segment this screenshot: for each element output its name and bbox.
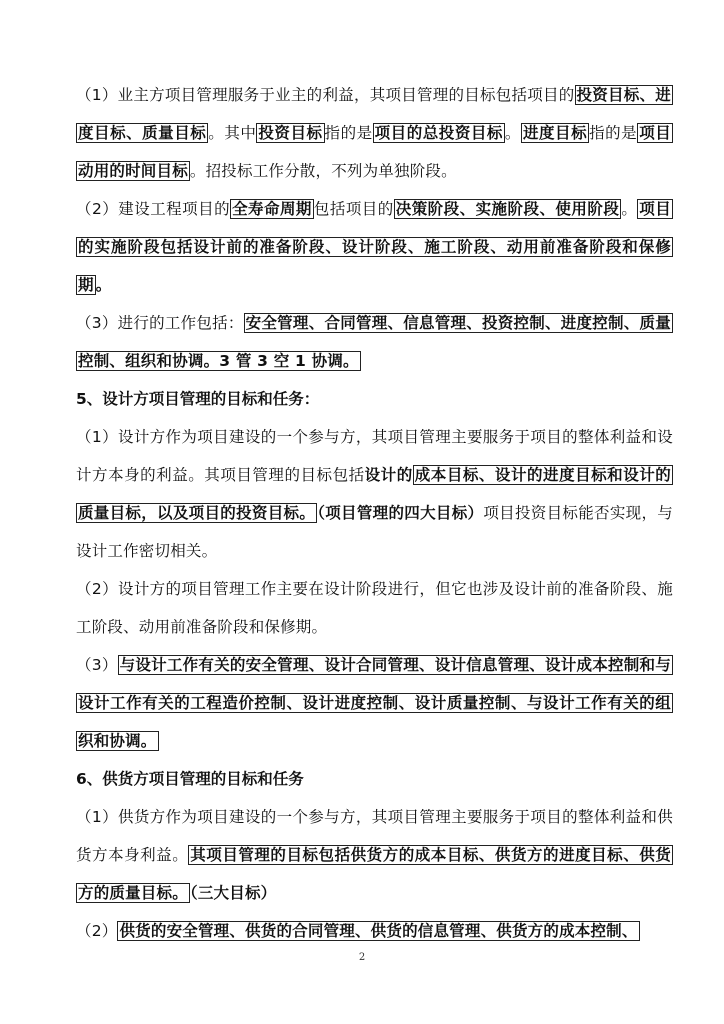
text: 。其中 <box>208 124 257 142</box>
highlight-box: 项目动用的时间目标 <box>78 124 671 180</box>
document-body <box>76 76 673 950</box>
paragraph-design-phases: （2）设计方的项目管理工作主要在设计阶段进行，但它也涉及设计前的准备阶段、施工阶段、动用前准备阶段和保修期。 <box>76 580 673 636</box>
paragraph-lifecycle <box>76 190 673 304</box>
text: （2） <box>76 922 118 940</box>
section-heading-6: 6、供货方项目管理的目标和任务 <box>76 770 304 788</box>
paragraph-work-items <box>76 304 673 380</box>
text: （1）供货方作为项目建设的一个参与方，其项目管理主要服务于项目的整体利益和供货方本身利益。 <box>76 808 673 864</box>
text: （项目管理的四大目标） <box>317 504 484 522</box>
text: （1）设计方作为项目建设的一个参与方，其项目管理主要服务于项目的整体利益和设计方本身的利益。其项目管理的目标包括 <box>76 428 673 484</box>
highlight-box: 项目的总投资目标 <box>374 124 503 142</box>
highlight-box: 项目的实施阶段包括设计前的准备阶段、设计阶段、施工阶段、动用前准备阶段和保修期 <box>78 200 671 294</box>
text: （3） <box>76 656 118 674</box>
text: 指的是 <box>589 124 638 142</box>
highlight-box: 其项目管理的目标包括供货方的成本目标、供货方的进度目标、供货方的质量目标。 <box>78 846 671 902</box>
paragraph-design-tasks <box>76 646 673 760</box>
text: 。招投标工作分散，不列为单独阶段。 <box>189 162 457 180</box>
text: （2）建设工程项目的 <box>76 200 231 218</box>
text: （1）业主方项目管理服务于业主的利益，其项目管理的目标包括项目的 <box>76 86 575 104</box>
paragraph-design-goals <box>76 418 673 570</box>
text: 项目投资目标能否实现，与设计工作密切相关。 <box>76 504 674 560</box>
highlight-box: 与设计工作有关的安全管理、设计合同管理、设计信息管理、设计成本控制和与设计工作有关的工程造价控制、设计进度控制、设计质量控制、与设计工作有关的组织和协调。 <box>78 656 671 750</box>
paragraph-supplier-goals <box>76 798 673 912</box>
highlight-box: 进度目标 <box>522 124 588 142</box>
highlight-box: 投资目标 <box>258 124 323 142</box>
page-number: 2 <box>358 952 366 963</box>
highlight-box: 成本目标、设计的进度目标和设计的质量目标，以及项目的投资目标。 <box>78 466 671 522</box>
highlight-box: 全寿命周期 <box>232 200 312 218</box>
text: 包括项目的 <box>313 200 394 218</box>
text: （3）进行的工作包括： <box>76 314 244 332</box>
highlight-box: 供货的安全管理、供货的合同管理、供货的信息管理、供货方的成本控制、 <box>119 922 638 940</box>
paragraph-owner-goals <box>76 76 673 190</box>
text: 。 <box>504 124 521 142</box>
text: 指的是 <box>324 124 373 142</box>
text: 。 <box>95 276 112 294</box>
text: 设计的 <box>364 466 413 484</box>
highlight-box: 安全管理、合同管理、信息管理、投资控制、进度控制、质量控制、组织和协调。3 管 3 空 1 协调。 <box>78 314 672 370</box>
text: 。 <box>621 200 638 218</box>
highlight-box: 决策阶段、实施阶段、使用阶段 <box>395 200 620 218</box>
paragraph-supplier-tasks <box>76 912 673 950</box>
highlight-box: 投资目标、进度目标、质量目标 <box>78 86 672 142</box>
text: （三大目标） <box>189 884 277 902</box>
section-heading-5: 5、设计方项目管理的目标和任务： <box>76 390 320 408</box>
